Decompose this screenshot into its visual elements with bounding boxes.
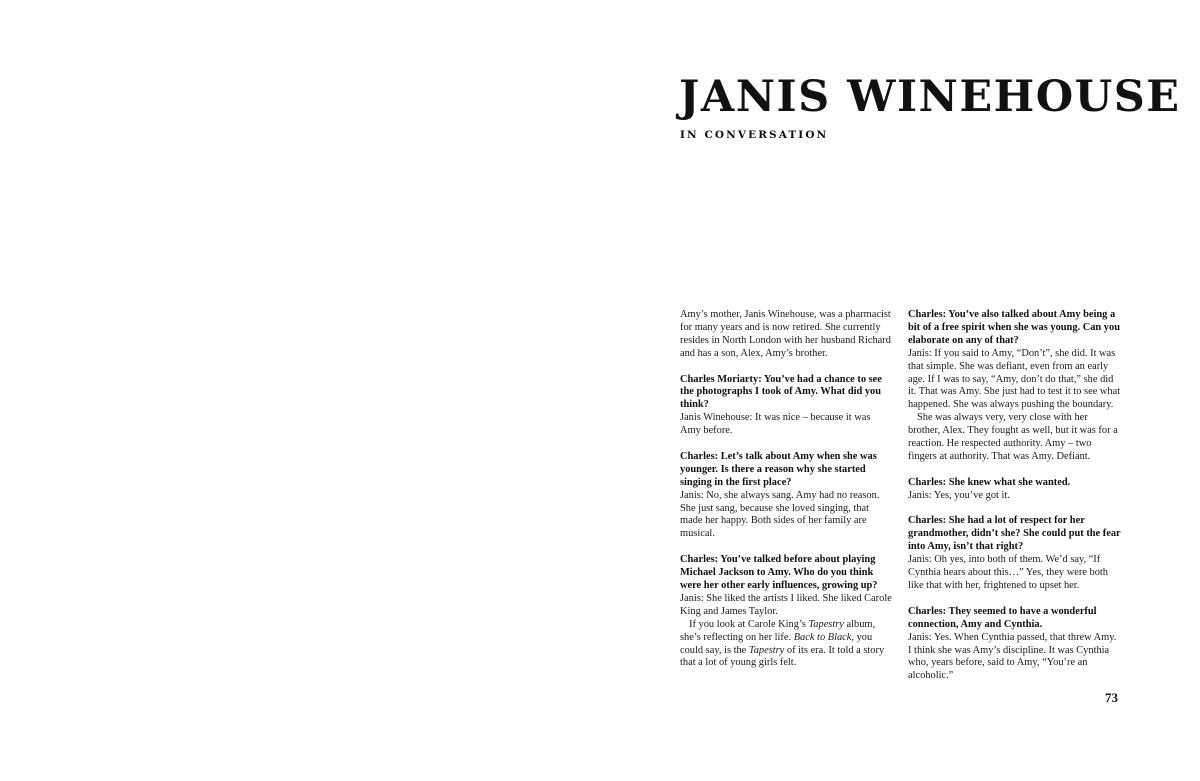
answer-tapestry-paragraph: [680, 619, 892, 671]
album-title-tapestry-2: Tapestry: [748, 644, 785, 656]
answer-cynthia-connection: Janis: Yes. When Cynthia passed, that threw Amy. I think she was Amy’s discipline. It was Cynthia who, years before, said to Amy, “You’re an alcoholic.”: [908, 631, 1117, 682]
answer-free-spirit: Janis: If you said to Amy, “Don’t”, she did. It was that simple. She was defiant, even from an early age. If I was to say, “Amy, don’t do that,” she did it. That was Amy. She just had to test it to see what happened. She was always pushing the boundary.: [908, 347, 1121, 411]
page-subtitle: IN CONVERSATION: [680, 129, 829, 141]
question-influences: Charles: You’ve talked before about playing Michael Jackson to Amy. Who do you think were her other early influences, growing up?: [680, 554, 878, 591]
tapestry-text-4: of its era. It told a story that a lot of young girls felt.: [680, 644, 885, 669]
question-singing: Charles: Let’s talk about Amy when she was younger. Is there a reason why she started singing in the first place?: [680, 450, 877, 488]
question-free-spirit: Charles: You’ve also talked about Amy being a bit of a free spirit when she was young. Can you elaborate on any of that?: [908, 309, 1120, 346]
tapestry-text-1: If you look at Carole King’s: [689, 618, 809, 630]
page-number: 73: [1105, 690, 1118, 705]
question-grandmother: Charles: She had a lot of respect for her grandmother, didn’t she? She could put the fear into Amy, isn’t that right?: [908, 515, 1121, 553]
album-title-back-to-black: Back to Black: [793, 631, 852, 643]
question-photographs: Charles Moriarty: You’ve had a chance to see the photographs I took of Amy. What did you think?: [680, 373, 882, 411]
left-column: [680, 309, 892, 670]
album-title-tapestry: Tapestry: [808, 618, 844, 630]
answer-brother: She was always very, very close with her brother, Alex. They fought as well, but it was for a reaction. He respected authority. Amy – two fingers at authority. That was Amy. Defiant.: [908, 412, 1118, 462]
answer-influences: Janis: She liked the artists I liked. She liked Carole King and James Taylor.: [680, 592, 892, 617]
question-cynthia-connection: Charles: They seemed to have a wonderful connection, Amy and Cynthia.: [908, 605, 1097, 630]
question-knew-what-she-wanted: Charles: She knew what she wanted.: [908, 476, 1071, 488]
answer-photographs: Janis Winehouse: It was nice – because it was Amy before.: [680, 412, 871, 437]
answer-knew-what-she-wanted: Janis: Yes, you’ve got it.: [908, 489, 1010, 501]
answer-grandmother: Janis: Oh yes, into both of them. We’d say, “If Cynthia hears about this…” Yes, they were both like that with her, frightened to upset her.: [908, 554, 1108, 591]
tapestry-text-3: , you could say, is the: [680, 631, 873, 656]
intro-paragraph: Amy’s mother, Janis Winehouse, was a pharmacist for many years and is now retired. She currently resides in North London with her husband Richard and has a son, Alex, Amy’s brother.: [680, 309, 891, 359]
page-title: JANIS WINEHOUSE: [679, 72, 1181, 122]
right-column: [908, 309, 1122, 683]
tapestry-text-2: album, she’s reflecting on her life.: [680, 618, 876, 643]
answer-singing: Janis: No, she always sang. Amy had no reason. She just sang, because she loved singing, that made her happy. Both sides of her family are musical.: [680, 489, 880, 540]
